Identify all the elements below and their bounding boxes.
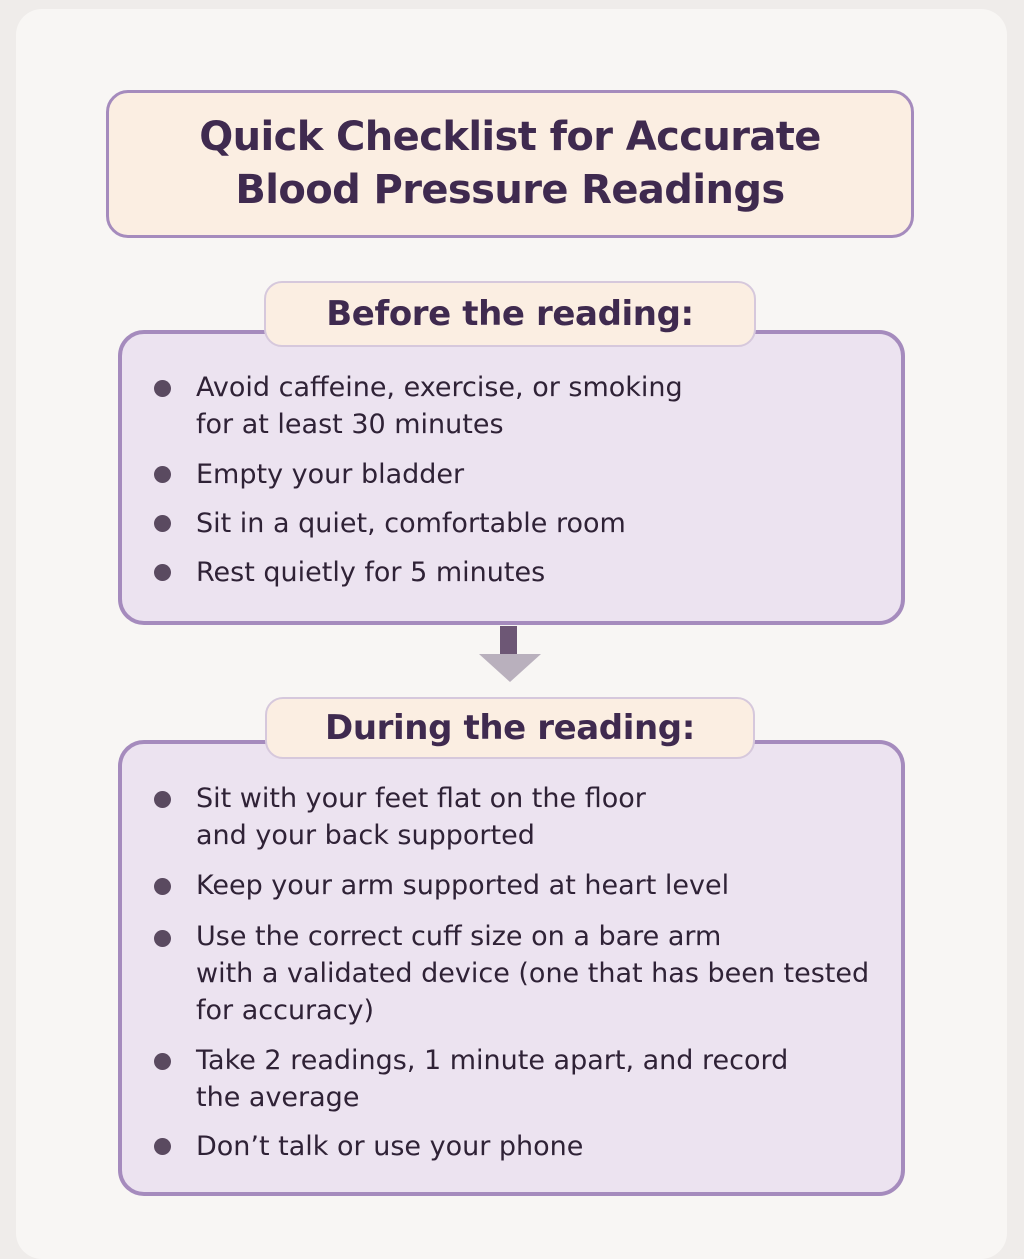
bullet-dot-icon [154, 380, 171, 397]
before-item-1 [196, 369, 683, 443]
bullet-dot-icon [154, 930, 171, 947]
page-title [199, 111, 821, 217]
bullet-dot-icon [154, 1138, 171, 1155]
before-item-1-line-2: for at least 30 minutes [196, 409, 504, 440]
during-item-1 [196, 780, 646, 854]
during-item-2-line-1: Keep your arm supported at heart level [196, 870, 730, 901]
during-item-1-line-2: and your back supported [196, 820, 535, 851]
before-section-heading: Before the reading: [264, 281, 756, 347]
title-line-1: Quick Checklist for Accurate [199, 114, 821, 160]
during-item-5-line-1: Don’t talk or use your phone [196, 1131, 584, 1162]
before-item-4-line-1: Rest quietly for 5 minutes [196, 557, 546, 588]
before-item-3-line-1: Sit in a quiet, comfortable room [196, 508, 626, 539]
title-box [106, 90, 914, 238]
before-item-1-line-1: Avoid caffeine, exercise, or smoking [196, 372, 683, 403]
bullet-dot-icon [154, 878, 171, 895]
during-item-4-line-2: the average [196, 1082, 360, 1113]
during-item-3-line-1: Use the correct cuff size on a bare arm [196, 921, 722, 952]
before-item-3 [196, 505, 626, 542]
during-item-4 [196, 1042, 788, 1116]
during-item-2 [196, 867, 729, 904]
during-item-3-line-3: for accuracy) [196, 995, 375, 1026]
bullet-dot-icon [154, 564, 171, 581]
before-item-2-line-1: Empty your bladder [196, 459, 465, 490]
bullet-dot-icon [154, 791, 171, 808]
bullet-dot-icon [154, 515, 171, 532]
before-item-2 [196, 456, 464, 493]
during-item-1-line-1: Sit with your feet flat on the floor [196, 783, 646, 814]
title-line-2: Blood Pressure Readings [235, 167, 785, 213]
bullet-dot-icon [154, 1053, 171, 1070]
during-item-5 [196, 1128, 583, 1165]
during-item-4-line-1: Take 2 readings, 1 minute apart, and record [196, 1045, 789, 1076]
during-item-3 [196, 918, 869, 1029]
bullet-dot-icon [154, 466, 171, 483]
during-item-3-line-2: with a validated device (one that has been tested [196, 958, 870, 989]
during-section-heading: During the reading: [265, 697, 755, 759]
arrow-head [479, 654, 541, 682]
arrow-shaft [500, 626, 517, 656]
before-item-4 [196, 554, 545, 591]
